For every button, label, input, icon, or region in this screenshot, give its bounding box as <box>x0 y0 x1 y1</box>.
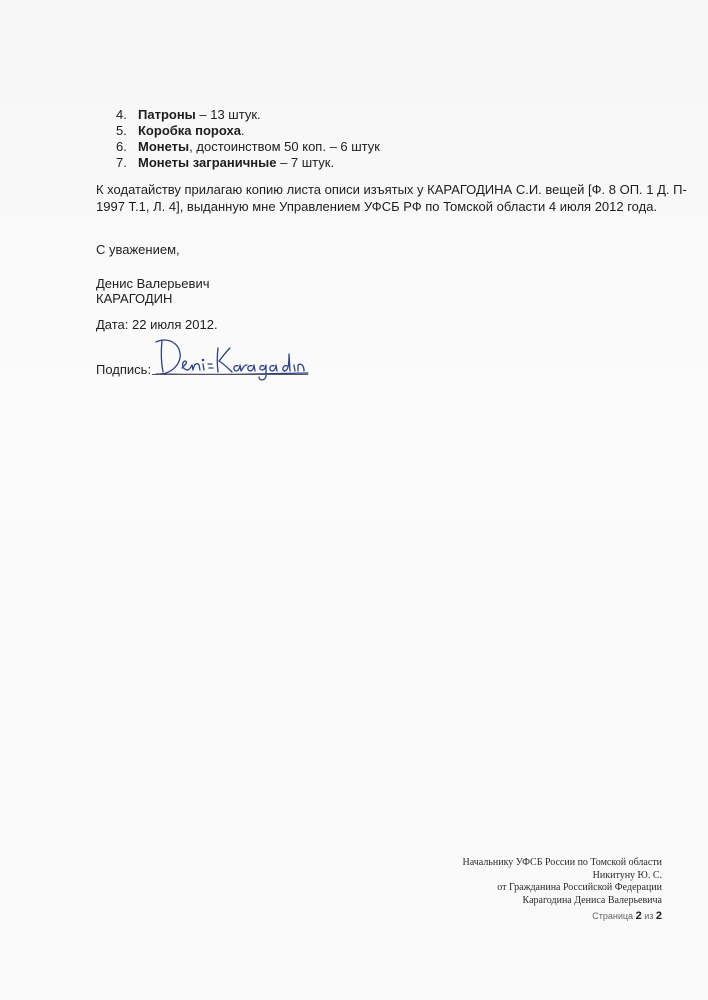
list-item-title: Монеты <box>138 139 190 154</box>
paragraph-line: К ходатайству прилагаю копию листа описи изъятых у КАРАГОДИНА С.И. вещей [Ф. 8 ОП. 1 Д. П- <box>96 182 687 197</box>
list-item-text: – 7 штук. <box>276 155 335 170</box>
page-number-prefix: Страница <box>592 911 634 921</box>
list-item-number: 5. <box>116 123 127 138</box>
list-item-title: Коробка пороха <box>138 123 241 138</box>
list-item-title: Монеты заграничные <box>138 155 277 170</box>
closing-greeting: С уважением, <box>96 242 180 257</box>
footer-sender-name: Карагодина Дениса Валерьевича <box>522 894 662 906</box>
list-item-title: Патроны <box>138 107 196 122</box>
list-item-number: 4. <box>116 107 127 122</box>
signer-first-name: Денис Валерьевич <box>96 276 210 291</box>
signature-line <box>152 374 308 375</box>
signer-last-name: КАРАГОДИН <box>96 291 173 306</box>
list-item <box>116 155 380 171</box>
page-number-separator: из <box>644 911 654 921</box>
signature-label: Подпись: <box>96 362 152 377</box>
list-item <box>116 123 380 139</box>
footer-recipient: Начальнику УФСБ России по Томской области <box>462 857 662 868</box>
page-footer <box>463 857 663 907</box>
list-item-text: – 13 штук. <box>195 107 261 122</box>
footer-recipient-name: Никитуну Ю. С. <box>592 869 662 881</box>
footer-sender: от Гражданина Российской Федерации <box>497 882 662 893</box>
paragraph-line: 1997 Т.1, Л. 4], выданную мне Управлением УФСБ РФ по Томской области 4 июля 2012 года. <box>96 199 658 214</box>
list-item <box>116 139 380 155</box>
list-item-text: , достоинством 50 коп. – 6 штук <box>189 139 380 154</box>
page-number-total: 2 <box>655 910 662 922</box>
item-list <box>116 107 380 171</box>
page-number-current: 2 <box>635 910 642 922</box>
list-item <box>116 107 380 123</box>
list-item-number: 6. <box>116 139 127 154</box>
page-number <box>592 910 662 922</box>
document-date: Дата: 22 июля 2012. <box>96 317 218 332</box>
attachment-paragraph <box>96 181 687 215</box>
handwritten-signature <box>152 334 312 384</box>
list-item-text: . <box>240 123 245 138</box>
list-item-number: 7. <box>116 155 127 170</box>
